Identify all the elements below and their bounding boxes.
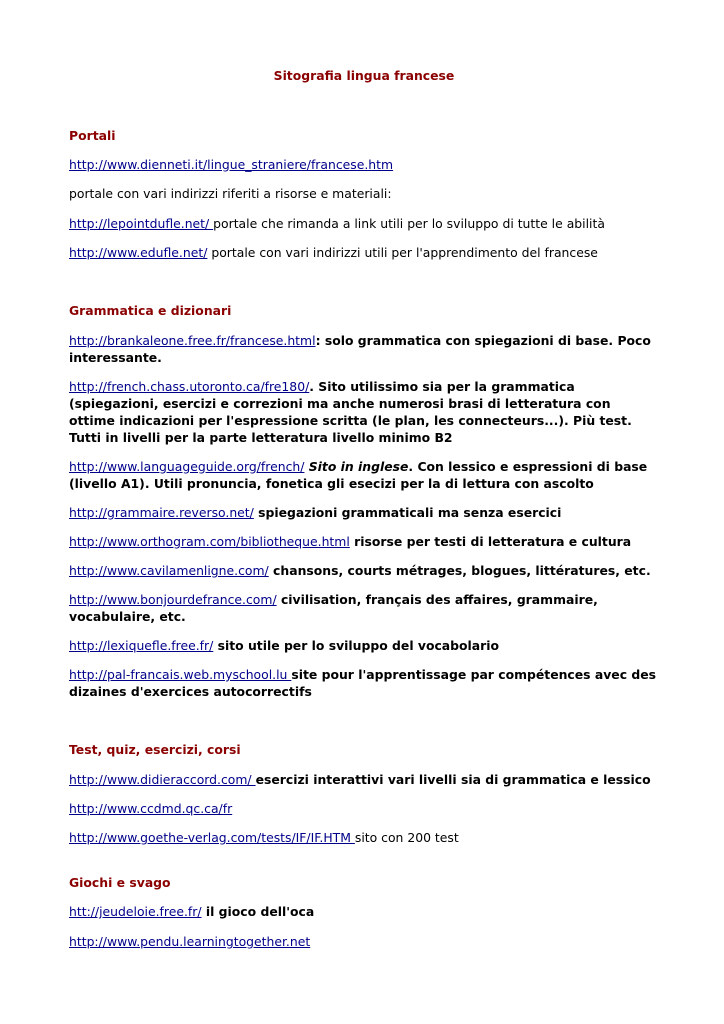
link-description: . Sito utilissimo sia per la grammatica (spiegazioni, esercizi e correzioni ma anche numerosi brasi di letteratura con ottime indicazioni per l'espressione scritta (le plan, les connecteurs...). Più test. Tutti in livelli per la parte letteratura livello minimo B2 xyxy=(69,379,632,445)
paragraph xyxy=(69,156,659,173)
link[interactable]: http://www.orthogram.com/bibliotheque.html xyxy=(69,534,350,549)
italic-note: Sito in inglese xyxy=(304,459,409,474)
list-item xyxy=(69,562,659,579)
list-item xyxy=(69,591,659,625)
link-description: : solo grammatica con spiegazioni di base. Poco interessante. xyxy=(69,333,651,365)
list-item xyxy=(69,458,659,492)
link[interactable]: http://www.ccdmd.qc.ca/fr xyxy=(69,801,233,816)
link[interactable]: http://www.goethe-verlag.com/tests/IF/IF.HTM xyxy=(69,830,355,845)
link[interactable]: http://www.didieraccord.com/ xyxy=(69,772,256,787)
paragraph xyxy=(69,800,659,817)
paragraph: portale con vari indirizzi riferiti a risorse e materiali: xyxy=(69,186,392,201)
list-item xyxy=(69,504,659,521)
link-description: il gioco dell'oca xyxy=(201,904,315,919)
list-item xyxy=(69,637,659,654)
link-description: portale con vari indirizzi utili per l'apprendimento del francese xyxy=(207,245,598,260)
link-description: esercizi interattivi vari livelli sia di grammatica e lessico xyxy=(255,772,651,787)
paragraph xyxy=(69,244,659,261)
link-description: risorse per testi di letteratura e cultura xyxy=(349,534,632,549)
paragraph xyxy=(69,829,659,846)
link-description: portale che rimanda a link utili per lo sviluppo di tutte le abilità xyxy=(213,216,605,231)
paragraph xyxy=(69,215,659,232)
section-heading-giochi: Giochi e svago xyxy=(69,875,171,890)
link-description: civilisation, français des affaires, grammaire, vocabulaire, etc. xyxy=(69,592,598,624)
paragraph xyxy=(69,933,659,950)
link[interactable]: http://brankaleone.free.fr/francese.html xyxy=(69,333,316,348)
link[interactable]: http://www.dienneti.it/lingue_straniere/francese.htm xyxy=(69,157,394,172)
link[interactable]: http://www.bonjourdefrance.com/ xyxy=(69,592,277,607)
list-item xyxy=(69,378,659,446)
link[interactable]: http://grammaire.reverso.net/ xyxy=(69,505,254,520)
link[interactable]: http://www.pendu.learningtogether.net xyxy=(69,934,311,949)
link[interactable]: htt://jeudeloie.free.fr/ xyxy=(69,904,202,919)
list-item xyxy=(69,666,659,700)
paragraph xyxy=(69,771,659,788)
link-description: spiegazioni grammaticali ma senza esercici xyxy=(253,505,562,520)
list-item xyxy=(69,332,659,366)
link-description: . Con lessico e espressioni di base (livello A1). Utili pronuncia, fonetica gli esecizi per la di lettura con ascolto xyxy=(69,459,648,491)
link-description: site pour l'apprentissage par compétences avec des dizaines d'exercices autocorrectifs xyxy=(69,667,657,699)
link[interactable]: http://french.chass.utoronto.ca/fre180/ xyxy=(69,379,310,394)
link[interactable]: http://www.cavilamenligne.com/ xyxy=(69,563,269,578)
page-title: Sitografia lingua francese xyxy=(273,68,455,83)
link[interactable]: http://www.edufle.net/ xyxy=(69,245,208,260)
link-description: sito con 200 test xyxy=(354,830,459,845)
link[interactable]: http://pal-francais.web.myschool.lu xyxy=(69,667,292,682)
paragraph xyxy=(69,903,659,920)
section-heading-portali: Portali xyxy=(69,128,116,143)
link[interactable]: http://lepointdufle.net/ xyxy=(69,216,214,231)
list-item xyxy=(69,533,659,550)
link[interactable]: http://lexiquefle.free.fr/ xyxy=(69,638,214,653)
link-description: chansons, courts métrages, blogues, littératures, etc. xyxy=(268,563,651,578)
section-heading-test: Test, quiz, esercizi, corsi xyxy=(69,742,241,757)
link[interactable]: http://www.languageguide.org/french/ xyxy=(69,459,305,474)
link-description: sito utile per lo sviluppo del vocabolario xyxy=(213,638,500,653)
section-heading-grammatica: Grammatica e dizionari xyxy=(69,303,232,318)
